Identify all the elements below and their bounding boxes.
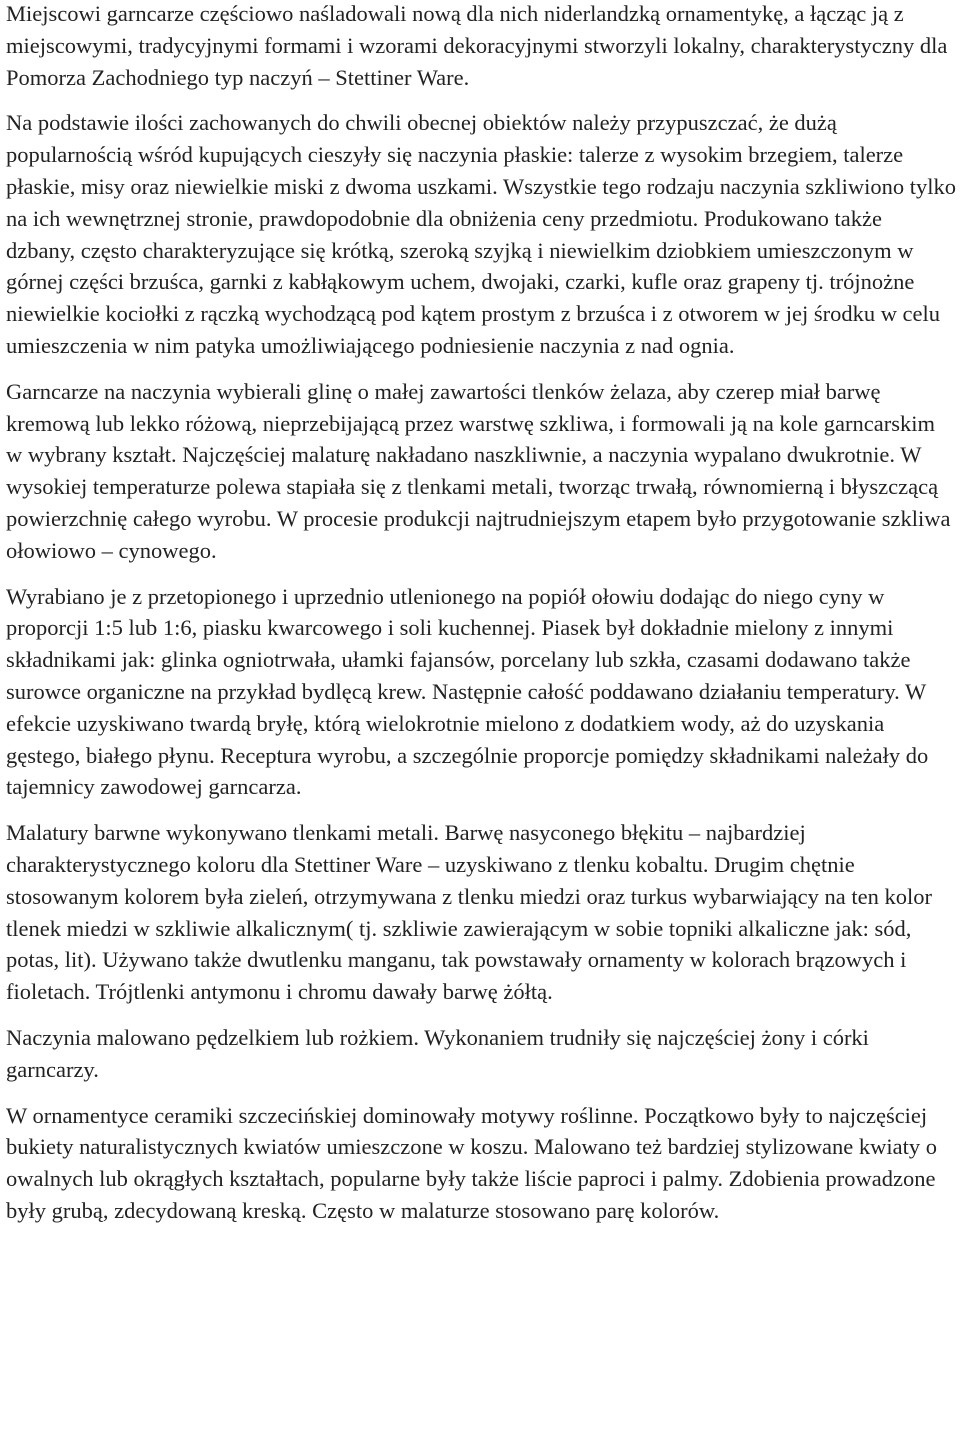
paragraph-clay-and-firing: Garncarze na naczynia wybierali glinę o małej zawartości tlenków żelaza, aby czerep miał barwę kremową lub lekko różową, nieprzebijającą przez warstwę szkliwa, i formowali ją na kole garncarskim w wybrany kształt. Najczęściej malaturę nakładano naszkliwnie, a naczynia wypalano dwukrotnie. W wysokiej temperaturze polewa stapiała się z tlenkami metali, tworząc trwałą, równomierną i błyszczącą powierzchnię całego wyrobu. W procesie produkcji najtrudniejszym etapem było przygotowanie szkliwa ołowiowo – cynowego. [6,378,951,563]
paragraph-stettiner-ware-intro: Miejscowi garncarze częściowo naśladowali nową dla nich niderlandzką ornamentykę, a łącząc ją z miejscowymi, tradycyjnymi formami i wzorami dekoracyjnymi stworzyli lokalny, charakterystyczny dla Pomorza Zachodniego typ naczyń – Stettiner Ware. [6,1,948,90]
paragraph-vessel-types: Na podstawie ilości zachowanych do chwili obecnej obiektów należy przypuszczać, że dużą popularnością wśród kupujących cieszyły się naczynia płaskie: talerze z wysokim brzegiem, talerze płaskie, misy oraz niewielkie miski z dwoma uszkami. Wszystkie tego rodzaju naczynia szkliwiono tylko na ich wewnętrznej stronie, prawdopodobnie dla obniżenia ceny przedmiotu. Produkowano także dzbany, często charakteryzujące się krótką, szeroką szyjką i niewielkim dziobkiem umieszczonym w górnej części brzuśca, garnki z kabłąkowym uchem, dwojaki, czarki, kufle oraz grapeny tj. trójnożne niewielkie kociołki z rączką wychodzącą pod kątem prostym z brzuśca i z otworem w jej środku w celu umieszczenia w nim patyka umożliwiającego podniesienie naczynia z nad ognia. [6,110,956,358]
paragraph-painting-tools: Naczynia malowano pędzelkiem lub rożkiem. Wykonaniem trudniły się najczęściej żony i córki garncarzy. [6,1024,869,1082]
paragraph-ornamentation: W ornamentyce ceramiki szczecińskiej dominowały motywy roślinne. Początkowo były to najczęściej bukiety naturalistycznych kwiatów umieszczone w koszu. Malowano też bardziej stylizowane kwiaty o owalnych lub okrągłych kształtach, popularne były także liście paproci i palmy. Zdobienia prowadzone były grubą, zdecydowaną kreską. Często w malaturze stosowano parę kolorów. [6,1102,937,1223]
paragraph-glaze-recipe: Wyrabiano je z przetopionego i uprzednio utlenionego na popiół ołowiu dodając do niego cyny w proporcji 1:5 lub 1:6, piasku kwarcowego i soli kuchennej. Piasek był dokładnie mielony z innymi składnikami jak: glinka ogniotrwała, ułamki fajansów, porcelany lub szkła, czasami dodawano także surowce organiczne na przykład bydlęcą krew. Następnie całość poddawano działaniu temperatury. W efekcie uzyskiwano twardą bryłę, którą wielokrotnie mielono z dodatkiem wody, aż do uzyskania gęstego, białego płynu. Receptura wyrobu, a szczególnie proporcje pomiędzy składnikami należały do tajemnicy zawodowej garncarza. [6,583,929,800]
paragraph-metal-oxide-colors: Malatury barwne wykonywano tlenkami metali. Barwę nasyconego błękitu – najbardziej charakterystycznego koloru dla Stettiner Ware – uzyskiwano z tlenku kobaltu. Drugim chętnie stosowanym kolorem była zieleń, otrzymywana z tlenku miedzi oraz turkus wybarwiający na ten kolor tlenek miedzi w szkliwie alkalicznym( tj. szkliwie zawierającym w sobie topniki alkaliczne jak: sód, potas, lit). Używano także dwutlenku manganu, tak powstawały ornamenty w kolorach brązowych i fioletach. Trójtlenki antymonu i chromu dawały barwę żółtą. [6,820,932,1005]
